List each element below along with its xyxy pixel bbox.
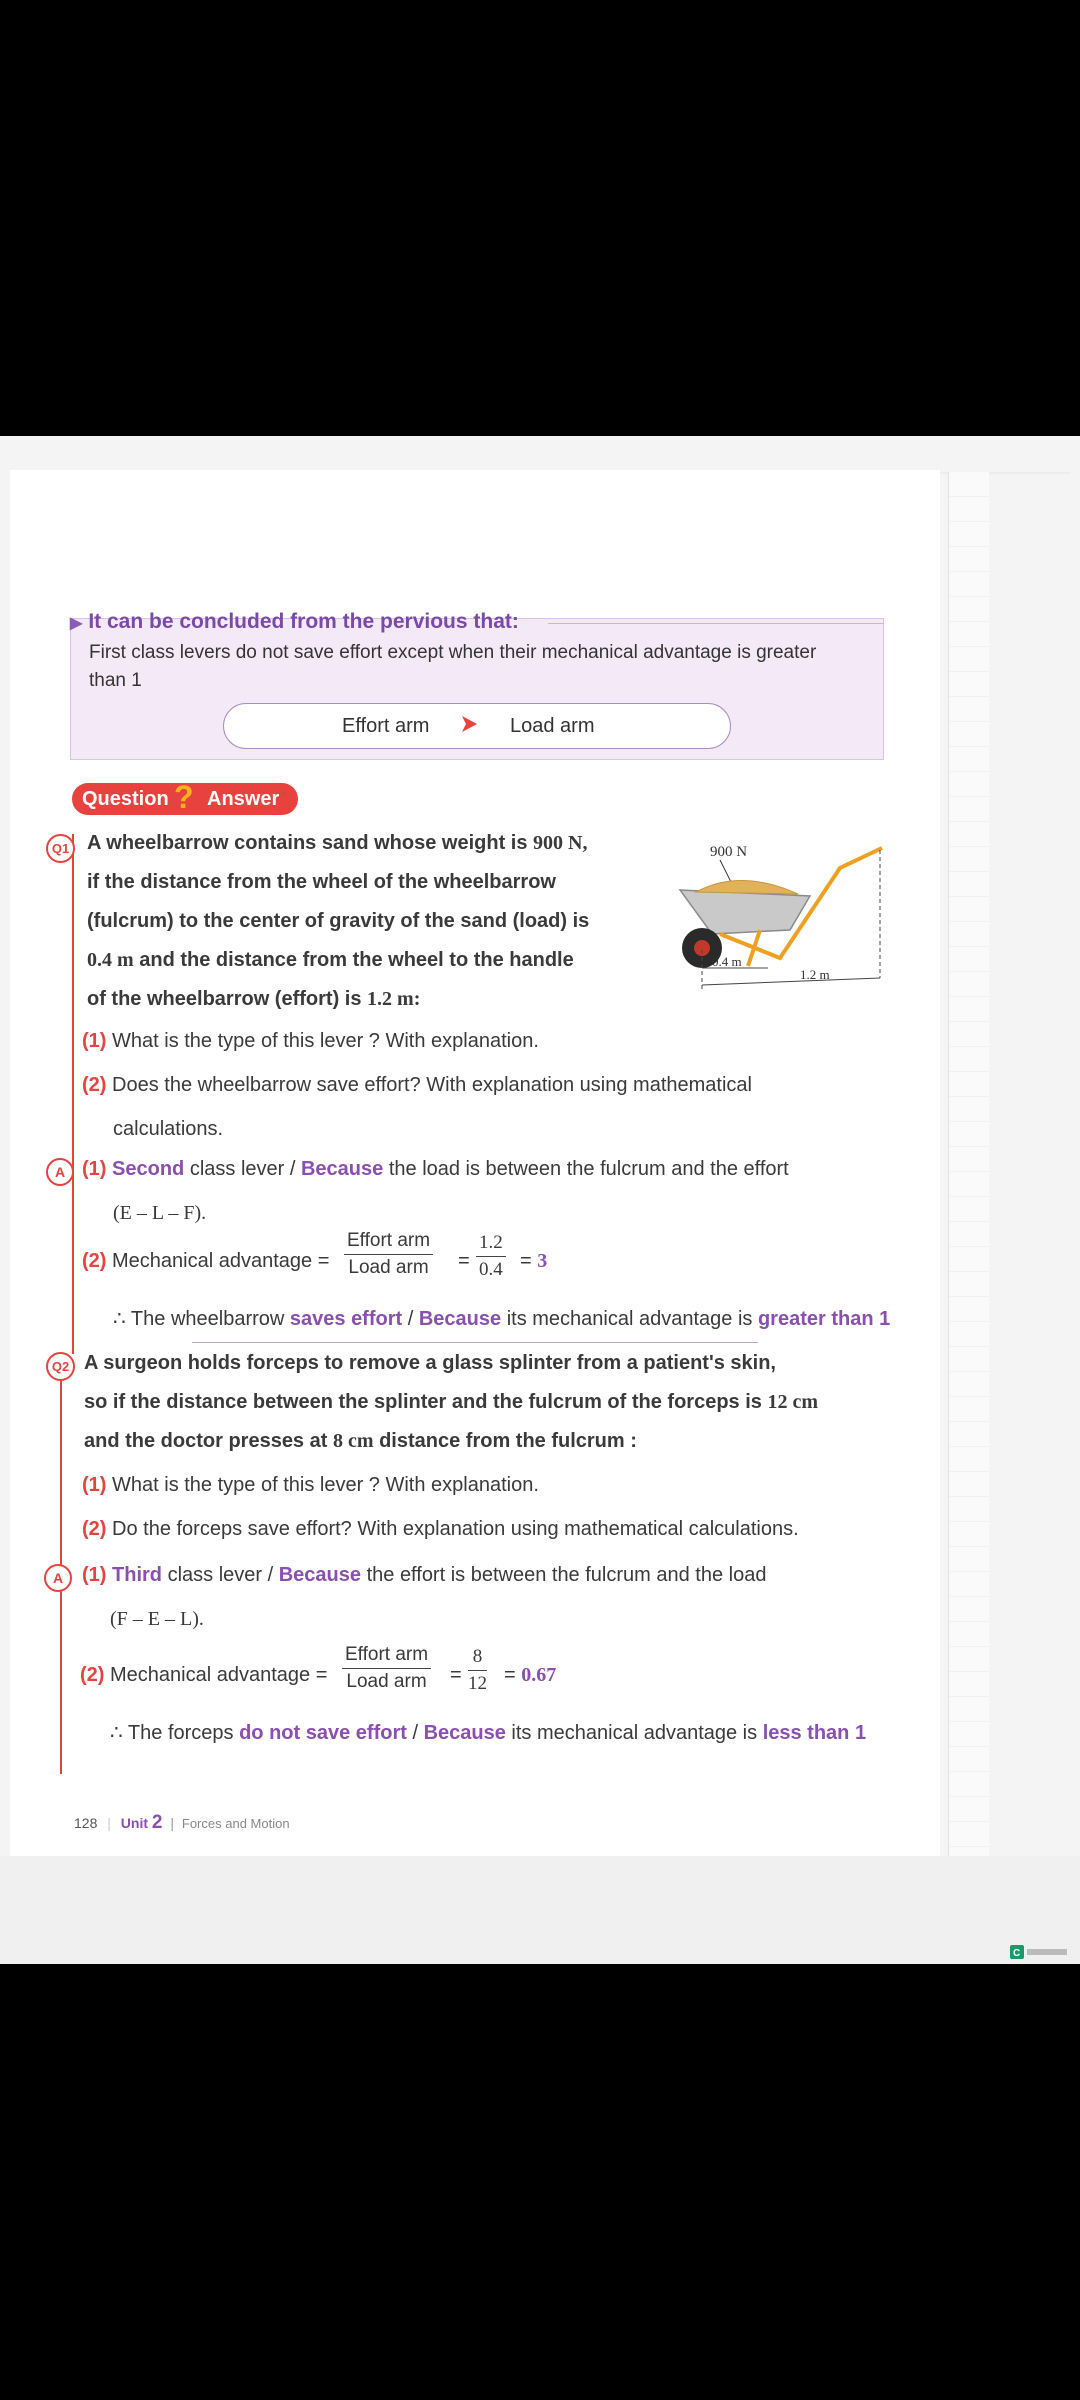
pill-right-label: Load arm [510, 715, 595, 737]
a2-formula-fraction [342, 1644, 431, 1693]
a2-conclusion [110, 1720, 866, 1745]
weight-pointer [720, 860, 732, 884]
a1-ma-label: Mechanical advantage = [112, 1250, 330, 1272]
q2-sub-1-text: What is the type of this lever ? With explanation. [112, 1474, 539, 1496]
camscanner-logo-icon [1010, 1945, 1070, 1959]
a2-result-line [504, 1664, 556, 1687]
a2-equals-1: = [450, 1664, 462, 1686]
scanned-page [0, 436, 1080, 1964]
question-separator [192, 1342, 758, 1343]
svg-text:C: C [1013, 1948, 1021, 1959]
a1-conclusion-mid: its mechanical advantage is [506, 1308, 753, 1330]
q2-line-3-end: distance from the fulcrum : [379, 1430, 637, 1452]
a2-lever-type: Third [112, 1564, 163, 1586]
q2-marker: Q2 [46, 1352, 75, 1381]
a2-conclusion-because: Because [423, 1722, 506, 1744]
q2-sub-1 [82, 1474, 539, 1497]
q2-line-2 [84, 1391, 818, 1414]
long-dimension-line [702, 978, 880, 985]
wheelbarrow-figure [660, 838, 886, 1000]
page-number: 128 [74, 1815, 98, 1831]
q1-line-4 [87, 949, 574, 972]
q2-sub-1-number: (1) [82, 1474, 107, 1496]
q1-load-distance: 0.4 m [87, 949, 134, 971]
a1-line-1 [82, 1158, 789, 1181]
q2-line-3-text: and the doctor presses at [84, 1430, 328, 1452]
a1-result-line [520, 1250, 547, 1273]
a1-number-1: (1) [82, 1158, 107, 1180]
q1-sub-1-text: What is the type of this lever ? With explanation. [112, 1030, 539, 1052]
conclusion-text: First class levers do not save effort except when their mechanical advantage is greater than 1 [89, 642, 817, 691]
a2-marker: A [44, 1564, 72, 1592]
page-footer [74, 1812, 290, 1834]
question-answer-badge [72, 779, 298, 815]
a1-equals-2: = [520, 1250, 532, 1272]
q2-splinter-distance: 12 cm [767, 1391, 818, 1413]
pill-left-label: Effort arm [342, 715, 430, 737]
footer-divider-2: | [170, 1815, 174, 1831]
a1-formula-fraction [344, 1230, 433, 1279]
q2-line-3 [84, 1430, 637, 1453]
q1-line-5-text: of the wheelbarrow (effort) is [87, 988, 362, 1010]
a1-formula-numerator: Effort arm [344, 1230, 433, 1255]
a1-type-rest: class lever / [189, 1158, 296, 1180]
q1-rule [72, 834, 74, 1354]
a2-conclusion-result: less than 1 [762, 1722, 867, 1744]
a1-conclusion-key: saves effort [289, 1308, 403, 1330]
q1-sub-1-number: (1) [82, 1030, 107, 1052]
q1-sub-2-text: Does the wheelbarrow save effort? With explanation using mathematical [112, 1074, 752, 1096]
footer-unit: Unit [120, 1815, 148, 1831]
figure-long-label: 1.2 m [800, 967, 830, 982]
a2-value-denominator: 12 [468, 1673, 487, 1694]
a1-line-2 [82, 1250, 329, 1273]
q1-line-3: (fulcrum) to the center of gravity of the sand (load) is [87, 910, 590, 932]
a1-number-2: (2) [82, 1250, 107, 1272]
badge-answer: Answer [207, 788, 280, 810]
a2-conclusion-key: do not save effort [239, 1722, 407, 1744]
a1-value-numerator: 1.2 [476, 1232, 506, 1257]
q1-line-1-text: A wheelbarrow contains sand whose weight is [87, 832, 528, 854]
a1-conclusion-pre: ∴ The wheelbarrow [113, 1308, 285, 1330]
a1-reason: the load is between the fulcrum and the effort [388, 1158, 789, 1180]
a2-because: Because [278, 1564, 362, 1586]
a2-conclusion-sep: / [412, 1722, 419, 1744]
a2-result: 0.67 [521, 1664, 557, 1686]
q1-line-2: if the distance from the wheel of the wheelbarrow [87, 871, 556, 893]
a1-formula-denominator: Load arm [348, 1257, 429, 1278]
a2-line-1 [82, 1564, 766, 1587]
a2-conclusion-pre: ∴ The forceps [110, 1722, 234, 1744]
a1-conclusion-result: greater than 1 [757, 1308, 891, 1330]
footer-topic: Forces and Motion [181, 1816, 290, 1831]
triangle-bullet-icon: ▶ [70, 615, 83, 632]
a2-type-rest: class lever / [167, 1564, 274, 1586]
q1-sub-1 [82, 1030, 539, 1053]
conclusion-title-text: It can be concluded from the pervious that: [88, 610, 519, 633]
scan-bottom-band [0, 1856, 1080, 1964]
a2-number-1: (1) [82, 1564, 107, 1586]
q1-effort-distance: 1.2 m: [367, 988, 421, 1010]
conclusion-title [70, 610, 519, 634]
a1-order: (E – L – F). [113, 1202, 207, 1224]
figure-short-label: 0.4 m [712, 954, 742, 969]
a1-because: Because [300, 1158, 384, 1180]
q1-line-1 [87, 832, 587, 855]
q2-sub-2 [82, 1518, 799, 1541]
title-rule [548, 623, 884, 624]
q2-sub-2-text: Do the forceps save effort? With explanation using mathematical calculations. [112, 1518, 799, 1540]
badge-question: Question [82, 788, 169, 810]
q2-sub-2-number: (2) [82, 1518, 107, 1540]
adjacent-page-edge [948, 472, 989, 1862]
page-sheet [10, 470, 940, 1890]
a1-value-fraction [476, 1232, 506, 1281]
a2-line-2 [80, 1664, 327, 1687]
q1-marker: Q1 [46, 834, 75, 863]
greater-than-icon [460, 713, 480, 741]
a2-ma-label: Mechanical advantage = [110, 1664, 328, 1686]
a2-order: (F – E – L). [110, 1608, 204, 1630]
q2-line-2-text: so if the distance between the splinter and the fulcrum of the forceps is [84, 1391, 762, 1413]
a2-value-fraction [468, 1646, 487, 1695]
q1-line-4-text: and the distance from the wheel to the handle [139, 949, 574, 971]
a2-reason: the effort is between the fulcrum and the load [366, 1564, 767, 1586]
a2-number-2: (2) [80, 1664, 105, 1686]
question-mark-icon: ? [174, 779, 194, 815]
a2-conclusion-mid: its mechanical advantage is [511, 1722, 758, 1744]
a1-conclusion [113, 1306, 890, 1331]
a1-conclusion-because: Because [418, 1308, 502, 1330]
q1-sub-2-number: (2) [82, 1074, 107, 1096]
q1-line-5 [87, 988, 420, 1011]
conclusion-box [70, 618, 884, 760]
q1-weight: 900 N, [533, 832, 588, 854]
a1-result: 3 [537, 1250, 548, 1272]
a1-lever-type: Second [112, 1158, 185, 1180]
figure-weight-label: 900 N [710, 844, 748, 860]
a2-equals-2: = [504, 1664, 516, 1686]
a2-formula-denominator: Load arm [346, 1671, 427, 1692]
a1-conclusion-sep: / [407, 1308, 414, 1330]
footer-divider: | [107, 1815, 111, 1831]
wheelbarrow-tray [680, 890, 810, 934]
a1-equals-1: = [458, 1250, 470, 1272]
q1-sub-2 [82, 1074, 752, 1097]
q2-press-distance: 8 cm [332, 1430, 374, 1452]
sand-pile [696, 880, 798, 894]
footer-unit-number: 2 [151, 1812, 163, 1833]
q1-sub-2-cont: calculations. [113, 1118, 224, 1140]
a1-marker: A [46, 1158, 74, 1186]
a1-value-denominator: 0.4 [479, 1259, 503, 1280]
a2-formula-numerator: Effort arm [342, 1644, 431, 1669]
q2-line-1: A surgeon holds forceps to remove a glass splinter from a patient's skin, [84, 1352, 776, 1374]
a2-value-numerator: 8 [468, 1646, 487, 1671]
comparison-pill [223, 703, 731, 749]
